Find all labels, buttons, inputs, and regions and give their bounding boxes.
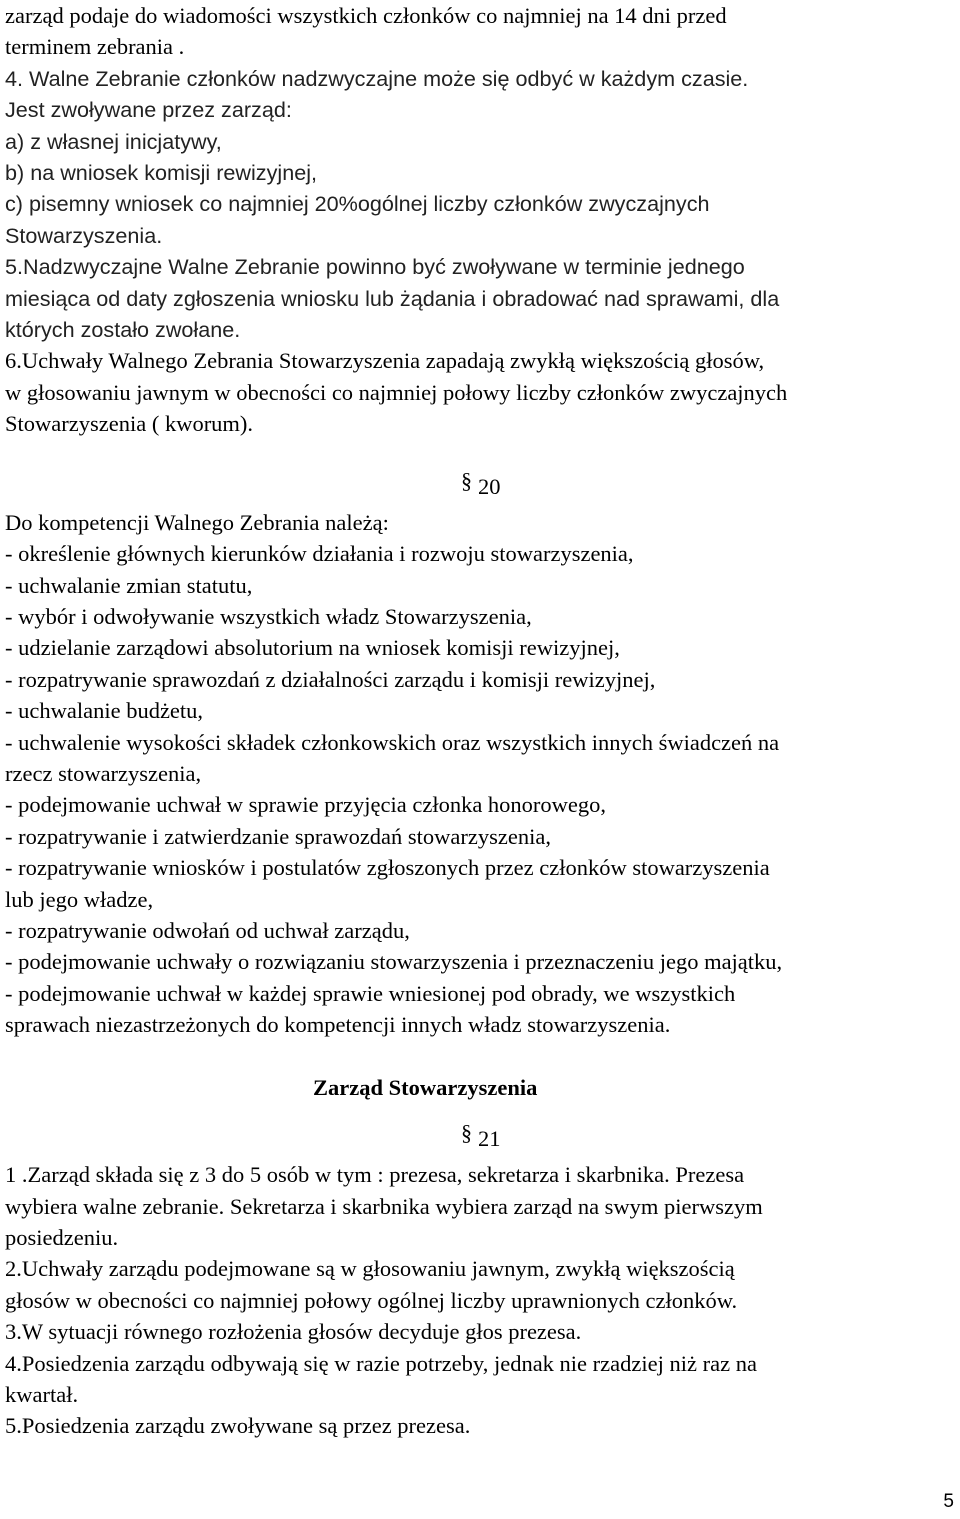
text-line: 1 .Zarząd składa się z 3 do 5 osób w tym : prezesa, sekretarza i skarbnika. Prezesa: [5, 1162, 745, 1188]
text-line: 5.Posiedzenia zarządu zwoływane są przez prezesa.: [5, 1413, 471, 1439]
list-item: - rozpatrywanie i zatwierdzanie sprawozdań stowarzyszenia,: [5, 823, 551, 849]
text-line: Stowarzyszenia ( kworum).: [5, 411, 254, 437]
text-line: których zostało zwołane.: [5, 316, 241, 342]
list-item-continuation: sprawach niezastrzeżonych do kompetencji innych władz stowarzyszenia.: [5, 1012, 671, 1038]
section-sign-icon: §: [461, 1120, 472, 1146]
text-line: terminem zebrania .: [5, 34, 185, 60]
list-item: - określenie głównych kierunków działania i rozwoju stowarzyszenia,: [5, 541, 634, 567]
list-item-continuation: rzecz stowarzyszenia,: [5, 760, 202, 786]
text-line: w głosowaniu jawnym w obecności co najmniej połowy liczby członków zwyczajnych: [5, 379, 788, 405]
text-line: 4.Posiedzenia zarządu odbywają się w razie potrzeby, jednak nie rzadziej niż raz na: [5, 1350, 757, 1376]
list-item: - uchwalanie zmian statutu,: [5, 572, 253, 598]
list-item: - rozpatrywanie sprawozdań z działalności zarządu i komisji rewizyjnej,: [5, 666, 656, 692]
section-heading: Zarząd Stowarzyszenia: [313, 1074, 538, 1100]
text-line: wybiera walne zebranie. Sekretarza i skarbnika wybiera zarząd na swym pierwszym: [5, 1193, 763, 1219]
list-item: - rozpatrywanie odwołań od uchwał zarządu,: [5, 917, 410, 943]
text-line: posiedzeniu.: [5, 1225, 119, 1251]
section-sign-icon: §: [461, 467, 472, 493]
list-item: - wybór i odwoływanie wszystkich władz Stowarzyszenia,: [5, 604, 532, 630]
text-line: zarząd podaje do wiadomości wszystkich członków co najmniej na 14 dni przed: [5, 3, 727, 28]
text-block-walne-zebranie: [5, 0, 960, 439]
list-item: - podejmowanie uchwał w sprawie przyjęcia członka honorowego,: [5, 792, 607, 818]
text-line: a) z własnej inicjatywy,: [5, 128, 222, 154]
section-20-number: [5, 467, 960, 507]
text-line: kwartał.: [5, 1382, 79, 1408]
text-line: Stowarzyszenia.: [5, 222, 163, 248]
section-21-body: [5, 1159, 960, 1442]
text-line: 4. Walne Zebranie członków nadzwyczajne może się odbyć w każdym czasie.: [5, 65, 749, 91]
text-line: Do kompetencji Walnego Zebrania należą:: [5, 509, 389, 535]
list-item: - uchwalenie wysokości składek członkowskich oraz wszystkich innych świadczeń na: [5, 729, 780, 755]
spacer: [5, 1103, 960, 1123]
section-number: 21: [478, 1126, 501, 1152]
text-line: Jest zwoływane przez zarząd:: [5, 97, 292, 123]
text-line: 2.Uchwały zarządu podejmowane są w głosowaniu jawnym, zwykłą większością: [5, 1256, 735, 1282]
list-item: - podejmowanie uchwał w każdej sprawie wniesionej pod obrady, we wszystkich: [5, 980, 736, 1006]
text-line: głosów w obecności co najmniej połowy ogólnej liczby uprawnionych członków.: [5, 1287, 738, 1313]
section-20-body: [5, 507, 960, 1041]
section-21-number: [5, 1120, 960, 1159]
list-item: - podejmowanie uchwały o rozwiązaniu stowarzyszenia i przeznaczeniu jego majątku,: [5, 949, 783, 975]
list-item-continuation: lub jego władze,: [5, 886, 154, 912]
section-number: 20: [478, 473, 501, 499]
list-item: - uchwalanie budżetu,: [5, 698, 204, 724]
page-number: 5: [943, 1491, 954, 1512]
list-item: - udzielanie zarządowi absolutorium na wniosek komisji rewizyjnej,: [5, 635, 620, 661]
text-line: 5.Nadzwyczajne Walne Zebranie powinno być zwoływane w terminie jednego: [5, 254, 745, 280]
text-line: c) pisemny wniosek co najmniej 20%ogólnej liczby członków zwyczajnych: [5, 191, 710, 217]
spacer: [5, 439, 960, 470]
text-line: miesiąca od daty zgłoszenia wniosku lub żądania i obradować nad sprawami, dla: [5, 285, 780, 311]
text-line: 3.W sytuacji równego rozłożenia głosów decyduje głos prezesa.: [5, 1319, 582, 1345]
spacer: [5, 1041, 960, 1072]
list-item: - rozpatrywanie wniosków i postulatów zgłoszonych przez członków stowarzyszenia: [5, 855, 770, 881]
document-page: [5, 0, 960, 1442]
text-line: 6.Uchwały Walnego Zebrania Stowarzyszenia zapadają zwykłą większością głosów,: [5, 348, 765, 374]
text-line: b) na wniosek komisji rewizyjnej,: [5, 159, 318, 185]
